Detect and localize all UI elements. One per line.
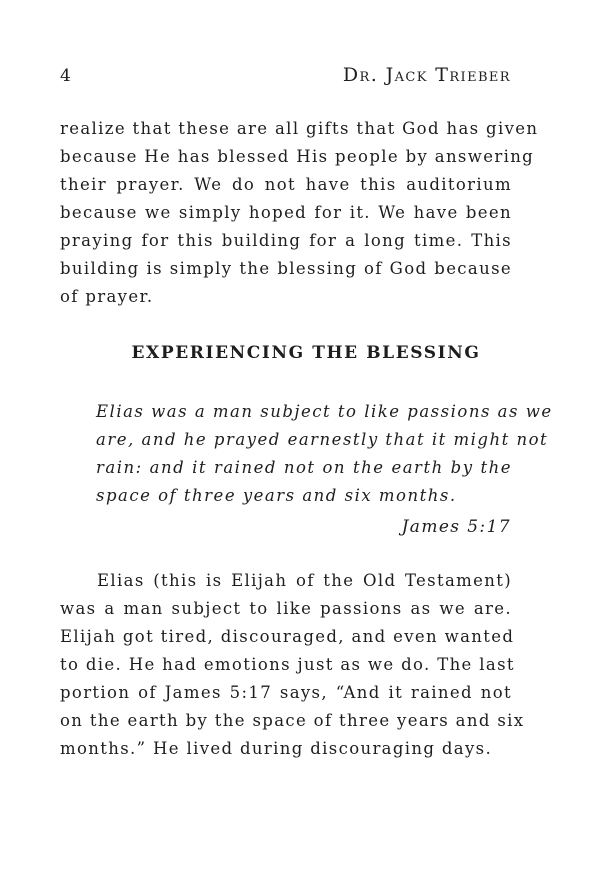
quote-line: are, and he prayed earnestly that it might not (96, 430, 549, 449)
text-line: to die. He had emotions just as we do. The last (60, 655, 515, 674)
text-line: was a man subject to like passions as we are. (60, 599, 512, 618)
text-line: Elias (this is Elijah of the Old Testament) (97, 571, 512, 590)
scripture-quote (96, 398, 553, 510)
text-line: building is simply the blessing of God because (60, 259, 512, 278)
text-line: because He has blessed His people by answering (60, 147, 535, 166)
text-line: of prayer. (60, 287, 154, 306)
text-line: months.” He lived during discouraging days. (60, 739, 493, 758)
page-number: 4 (60, 66, 72, 86)
text-line: on the earth by the space of three years and six (60, 711, 525, 730)
text-line: realize that these are all gifts that God has given (60, 119, 539, 138)
body-paragraph-1 (60, 115, 539, 311)
section-heading: EXPERIENCING THE BLESSING (131, 343, 481, 363)
running-head-author: Dr. Jack Trieber (342, 64, 511, 86)
body-paragraph-2 (60, 567, 525, 763)
text-line: portion of James 5:17 says, “And it rained not (60, 683, 512, 702)
quote-line: rain: and it rained not on the earth by the (96, 458, 512, 477)
quote-line: Elias was a man subject to like passions as we (96, 402, 553, 421)
quote-line: space of three years and six months. (96, 486, 457, 505)
text-line: Elijah got tired, discouraged, and even wanted (60, 627, 515, 646)
text-line: their prayer. We do not have this auditorium (60, 175, 512, 194)
text-line: praying for this building for a long time. This (60, 231, 512, 250)
quote-citation: James 5:17 (401, 517, 511, 537)
text-line: because we simply hoped for it. We have been (60, 203, 512, 222)
